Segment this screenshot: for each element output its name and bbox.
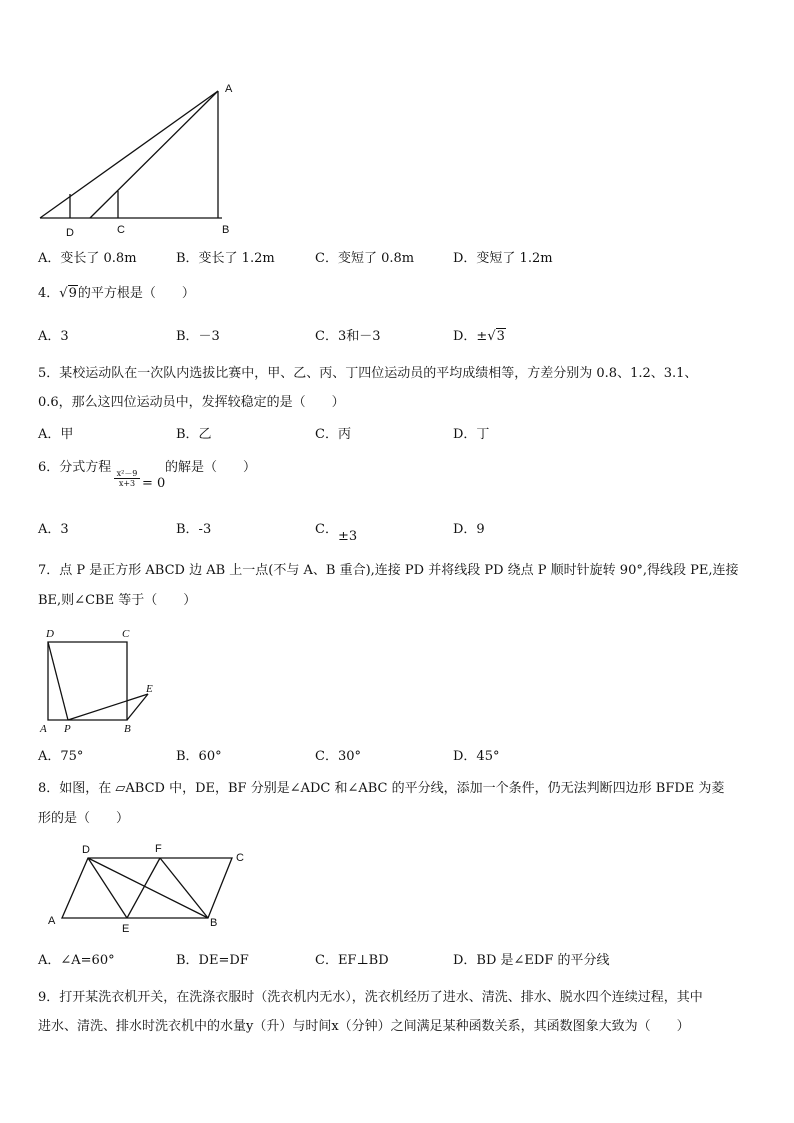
q3-option-d[interactable]: D．变短了 1.2m — [453, 251, 553, 266]
shadow-figure — [30, 78, 250, 243]
label-B: B — [210, 917, 218, 929]
label-C: C — [122, 628, 130, 640]
q4-radicand: 9 — [68, 286, 77, 301]
label-D: D — [46, 628, 54, 640]
q4-option-c[interactable]: C．3和－3 — [315, 329, 381, 344]
q8-option-b[interactable]: B．DE=DF — [176, 953, 249, 968]
q4-option-d-radicand: 3 — [496, 329, 505, 344]
label-E: E — [122, 923, 130, 935]
q4-option-d[interactable] — [453, 328, 506, 346]
q4-option-d-prefix: D．± — [453, 329, 488, 344]
q9-line-1: 9．打开某洗衣机开关，在洗涤衣服时（洗衣机内无水），洗衣机经历了进水、清洗、排水、脱水四个连续过程，其中 — [38, 990, 703, 1005]
q7-option-c[interactable]: C．30° — [315, 749, 361, 764]
label-A: A — [48, 915, 56, 927]
q5-line-2: 0.6，那么这四位运动员中，发挥较稳定的是（ ） — [38, 395, 345, 410]
q5-option-c[interactable]: C．丙 — [315, 427, 351, 442]
q5-option-a[interactable]: A．甲 — [38, 427, 74, 442]
q8-option-a[interactable]: A．∠A=60° — [38, 953, 115, 968]
q4-question — [38, 285, 195, 303]
label-P: P — [64, 723, 71, 735]
square-figure — [36, 622, 166, 740]
q6-numerator: x²－9 — [116, 469, 138, 478]
q5-option-d[interactable]: D．丁 — [453, 427, 490, 442]
sqrt-sign: √ — [487, 329, 496, 344]
label-B: B — [124, 723, 131, 735]
q7-option-d[interactable]: D．45° — [453, 749, 500, 764]
q6-option-a[interactable]: A．3 — [38, 522, 69, 537]
q6-fraction — [114, 469, 140, 488]
sqrt-sign: √ — [59, 286, 68, 301]
q6-denominator: x+3 — [114, 478, 140, 488]
q6-option-c[interactable]: C． — [315, 522, 338, 537]
q6-suffix: 的解是（ ） — [165, 460, 257, 475]
label-D: D — [66, 227, 74, 239]
q5-option-b[interactable]: B．乙 — [176, 427, 212, 442]
q6-option-d[interactable]: D．9 — [453, 522, 485, 537]
q6-option-c-value: ±3 — [338, 529, 358, 544]
q8-line-1: 8．如图，在 ▱ABCD 中，DE，BF 分别是∠ADC 和∠ABC 的平分线，添加一个条件，仍无法判断四边形 BFDE 为菱 — [38, 781, 725, 796]
q4-number: 4． — [38, 286, 60, 301]
q8-option-d[interactable]: D．BD 是∠EDF 的平分线 — [453, 953, 610, 968]
q4-option-b[interactable]: B．－3 — [176, 329, 220, 344]
q7-option-a[interactable]: A．75° — [38, 749, 84, 764]
q4-text: 的平方根是（ ） — [77, 286, 195, 301]
label-A: A — [225, 83, 233, 95]
q6-prefix: 6．分式方程 — [38, 460, 112, 475]
label-A: A — [40, 723, 47, 735]
q7-line-1: 7．点 P 是正方形 ABCD 边 AB 上一点(不与 A、B 重合),连接 PD 并将线段 PD 绕点 P 顺时针旋转 90°,得线段 PE,连接 — [38, 563, 739, 578]
q7-option-b[interactable]: B．60° — [176, 749, 222, 764]
q8-line-2: 形的是（ ） — [38, 811, 130, 826]
label-C: C — [236, 852, 244, 864]
label-C: C — [117, 224, 125, 236]
q6-equals: = 0 — [142, 476, 166, 491]
label-F: F — [155, 843, 162, 855]
q4-option-a[interactable]: A．3 — [38, 329, 69, 344]
label-D: D — [82, 844, 90, 856]
q3-option-c[interactable]: C．变短了 0.8m — [315, 251, 415, 266]
label-E: E — [146, 683, 153, 695]
q8-option-c[interactable]: C．EF⊥BD — [315, 953, 389, 968]
q3-option-b[interactable]: B．变长了 1.2m — [176, 251, 275, 266]
q3-option-a[interactable]: A．变长了 0.8m — [38, 251, 137, 266]
q6-option-b[interactable]: B．-3 — [176, 522, 212, 537]
q5-line-1: 5．某校运动队在一次队内选拔比赛中，甲、乙、丙、丁四位运动员的平均成绩相等，方差分别为 0.8、1.2、3.1、 — [38, 366, 698, 381]
label-B: B — [222, 224, 230, 236]
q9-line-2: 进水、清洗、排水时洗衣机中的水量y（升）与时间x（分钟）之间满足某种函数关系，其函数图象大致为（ ） — [38, 1019, 690, 1034]
q7-line-2: BE,则∠CBE 等于（ ） — [38, 593, 197, 608]
parallelogram-figure — [40, 838, 260, 938]
